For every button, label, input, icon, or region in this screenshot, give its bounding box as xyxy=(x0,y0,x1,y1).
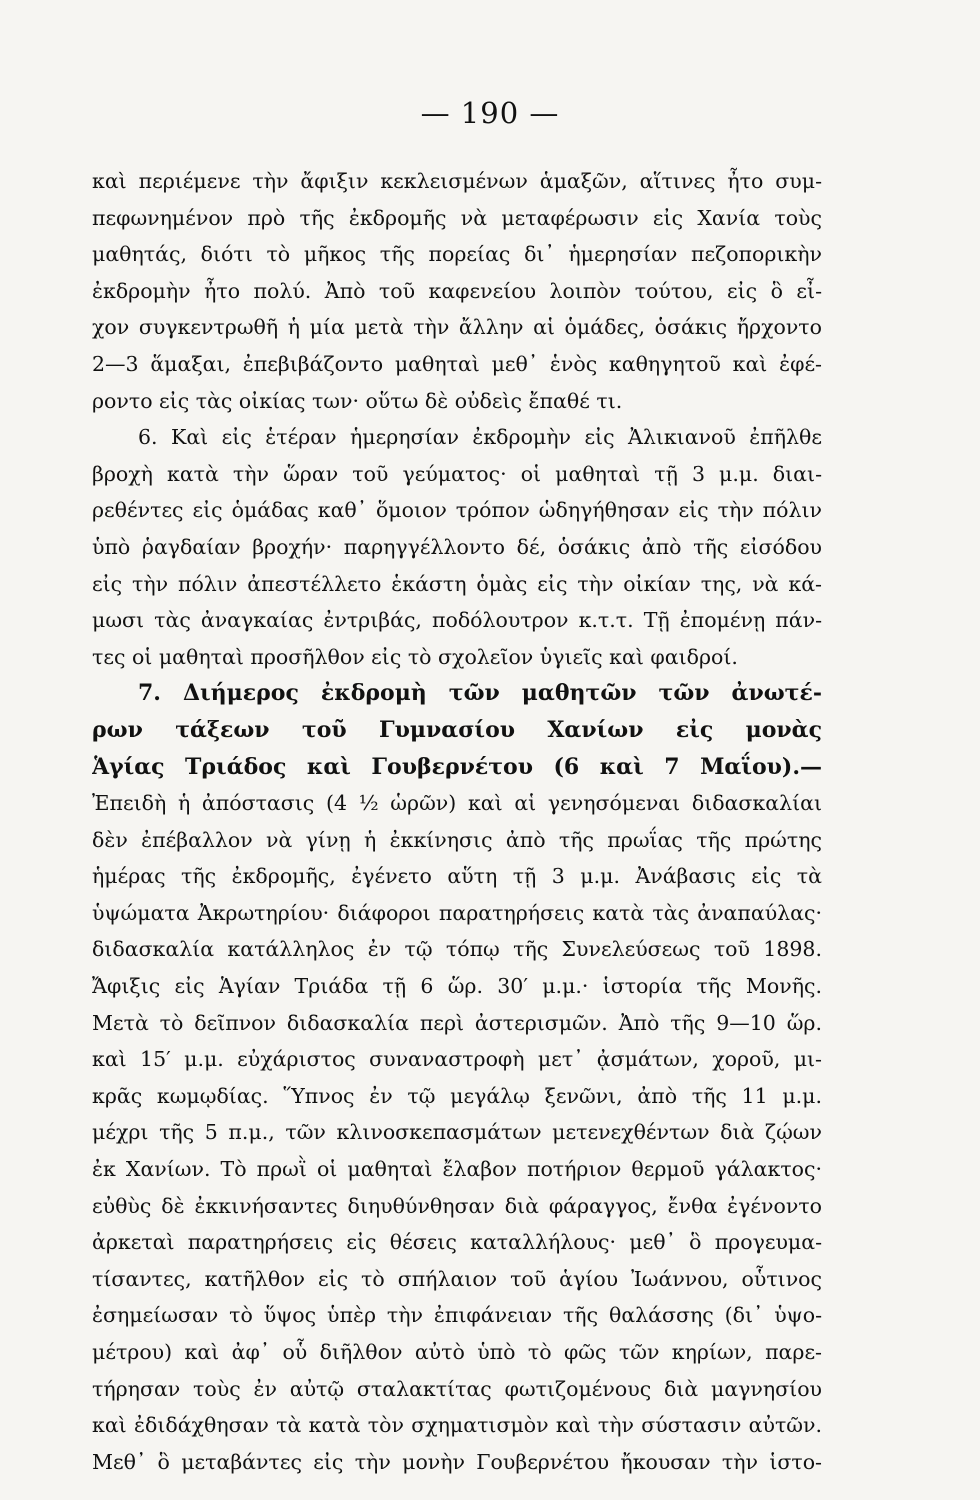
text-line: τες οἱ μαθηταὶ προσῆλθον εἰς τὸ σχολεῖον ὑγιεῖς καὶ φαιδροί. xyxy=(92,644,738,669)
text-line: ρεθέντες εἰς ὁμάδας καθ᾽ ὅμοιον τρόπον ὡδηγήθησαν εἰς τὴν πόλιν xyxy=(92,498,822,523)
text-line: τίσαντες, κατῆλθον εἰς τὸ σπήλαιον τοῦ ἁγίου Ἰωάννου, οὗτινος xyxy=(92,1266,822,1291)
section-heading-line: Ἁγίας Τριάδος καὶ Γουβερνέτου (6 καὶ 7 Μαΐου).— xyxy=(92,753,822,780)
text-line: Μεθ᾽ ὃ μεταβάντες εἰς τὴν μονὴν Γουβερνέτου ἤκουσαν τὴν ἱστο- xyxy=(92,1449,822,1474)
text-line: εἰς τὴν πόλιν ἀπεστέλλετο ἑκάστη ὁμὰς εἰς τὴν οἰκίαν της, νὰ κά- xyxy=(92,571,822,596)
text-line: 2—3 ἅμαξαι, ἐπεβιβάζοντο μαθηταὶ μεθ᾽ ἑνὸς καθηγητοῦ καὶ ἐφέ- xyxy=(92,351,822,376)
text-line: ὑπὸ ῥαγδαίαν βροχήν· παρηγγέλλοντο δέ, ὁσάκις ἀπὸ τῆς εἰσόδου xyxy=(92,534,822,559)
text-line: καὶ 15′ μ.μ. εὐχάριστος συναναστροφὴ μετ᾽ ᾀσμάτων, χοροῦ, μι- xyxy=(92,1047,822,1072)
section-heading-line: 7. Διήμερος ἐκδρομὴ τῶν μαθητῶν τῶν ἀνωτέ- xyxy=(138,680,822,707)
section-heading-line: ρων τάξεων τοῦ Γυμνασίου Χανίων εἰς μονὰς xyxy=(92,716,822,743)
text-line: ἡμέρας τῆς ἐκδρομῆς, ἐγένετο αὕτη τῇ 3 μ.μ. Ἀνάβασις εἰς τὰ xyxy=(92,864,822,889)
text-line: δὲν ἐπέβαλλον νὰ γίνῃ ἡ ἐκκίνησις ἀπὸ τῆς πρωΐας τῆς πρώτης xyxy=(92,827,822,852)
text-line: βροχὴ κατὰ τὴν ὥραν τοῦ γεύματος· οἱ μαθηταὶ τῇ 3 μ.μ. διαι- xyxy=(92,461,822,486)
text-line: Μετὰ τὸ δεῖπνον διδασκαλία περὶ ἀστερισμῶν. Ἀπὸ τῆς 9—10 ὥρ. xyxy=(92,1010,822,1035)
text-line: μέχρι τῆς 5 π.μ., τῶν κλινοσκεπασμάτων μετενεχθέντων διὰ ζῴων xyxy=(92,1120,822,1145)
text-line: τήρησαν τοὺς ἐν αὐτῷ σταλακτίτας φωτιζομένους διὰ μαγνησίου xyxy=(92,1376,822,1401)
text-line: κρᾶς κωμῳδίας. Ὕπνος ἐν τῷ μεγάλῳ ξενῶνι, ἀπὸ τῆς 11 μ.μ. xyxy=(92,1083,822,1108)
text-line: ἐσημείωσαν τὸ ὕψος ὑπὲρ τὴν ἐπιφάνειαν τῆς θαλάσσης (δι᾽ ὑψο- xyxy=(92,1303,822,1328)
text-line: Ἐπειδὴ ἡ ἀπόστασις (4 ½ ὡρῶν) καὶ αἱ γενησόμεναι διδασκαλίαι xyxy=(92,791,822,816)
text-line: ἀρκεταὶ παρατηρήσεις εἰς θέσεις καταλλήλους· μεθ᾽ ὃ προγευμα- xyxy=(92,1230,822,1255)
text-line: καὶ ἐδιδάχθησαν τὰ κατὰ τὸν σχηματισμὸν καὶ τὴν σύστασιν αὐτῶν. xyxy=(92,1413,822,1438)
text-line: εὐθὺς δὲ ἐκκινήσαντες διηυθύνθησαν διὰ φάραγγος, ἔνθα ἐγένοντο xyxy=(92,1193,822,1218)
body-text xyxy=(92,163,822,1480)
text-line: μέτρου) καὶ ἀφ᾽ οὗ διῆλθον αὐτὸ ὑπὸ τὸ φῶς τῶν κηρίων, παρε- xyxy=(92,1340,822,1364)
text-line: διδασκαλία κατάλληλος ἐν τῷ τόπῳ τῆς Συνελεύσεως τοῦ 1898. xyxy=(92,937,822,962)
text-line: ὑψώματα Ἀκρωτηρίου· διάφοροι παρατηρήσεις κατὰ τὰς ἀναπαύλας· xyxy=(92,900,822,925)
text-line: Ἄφιξις εἰς Ἁγίαν Τριάδα τῇ 6 ὥρ. 30′ μ.μ.· ἱστορία τῆς Μονῆς. xyxy=(92,974,822,999)
paragraph-start-line: 6. Καὶ εἰς ἑτέραν ἡμερησίαν ἐκδρομὴν εἰς Ἀλικιανοῦ ἐπῆλθε xyxy=(138,425,822,450)
text-line: ροντο εἰς τὰς οἰκίας των· οὕτω δὲ οὐδεὶς ἔπαθέ τι. xyxy=(92,388,623,413)
page-number: — 190 — xyxy=(420,96,560,130)
text-line: χον συγκεντρωθῆ ἡ μία μετὰ τὴν ἄλλην αἱ ὁμάδες, ὁσάκις ἤρχοντο xyxy=(92,315,822,340)
text-line: ἐκ Χανίων. Τὸ πρωῒ οἱ μαθηταὶ ἔλαβον ποτήριον θερμοῦ γάλακτος· xyxy=(92,1157,822,1182)
text-line: μαθητάς, διότι τὸ μῆκος τῆς πορείας δι᾽ ἡμερησίαν πεζοπορικὴν xyxy=(92,242,822,267)
text-line: πεφωνημένον πρὸ τῆς ἐκδρομῆς νὰ μεταφέρωσιν εἰς Χανία τοὺς xyxy=(92,205,822,230)
text-line: μωσι τὰς ἀναγκαίας ἐντριβάς, ποδόλουτρον κ.τ.τ. Τῇ ἐπομένῃ πάν- xyxy=(92,608,822,633)
text-line: ἐκδρομὴν ἦτο πολύ. Ἀπὸ τοῦ καφενείου λοιπὸν τούτου, εἰς ὃ εἶ- xyxy=(92,278,822,303)
text-line: καὶ περιέμενε τὴν ἄφιξιν κεκλεισμένων ἁμαξῶν, αἵτινες ἦτο συμ- xyxy=(92,169,822,193)
